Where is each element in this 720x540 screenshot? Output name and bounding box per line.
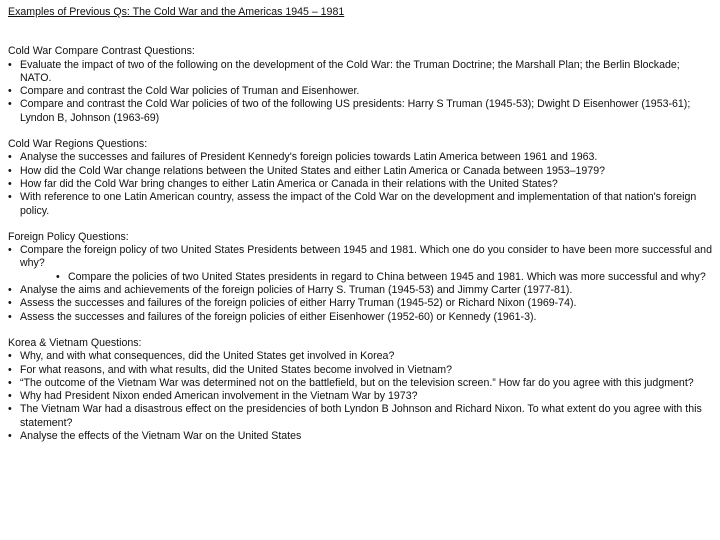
section-heading: Korea & Vietnam Questions: xyxy=(8,336,142,349)
question-item: • Analyse the aims and achievements of the foreign policies of Harry S. Truman (1945-53) and Jimmy Carter (1977-81). xyxy=(8,284,714,297)
question-item: • Analyse the successes and failures of President Kennedy's foreign policies towards Latin America between 1961 and 1963. xyxy=(8,151,714,164)
question-item: • Assess the successes and failures of the foreign policies of either Eisenhower (1952-60) or Kennedy (1961-3). xyxy=(8,311,714,324)
question-list xyxy=(8,151,714,217)
section-foreign-policy xyxy=(8,231,714,324)
question-item: • “The outcome of the Vietnam War was determined not on the battlefield, but on the television screen.” How far do you agree with this judgment? xyxy=(8,377,714,390)
section-heading: Cold War Regions Questions: xyxy=(8,138,148,151)
section-regions xyxy=(8,138,714,218)
question-item: • Analyse the effects of the Vietnam War on the United States xyxy=(8,430,714,443)
section-heading: Foreign Policy Questions: xyxy=(8,230,129,243)
question-item: • Compare and contrast the Cold War policies of Truman and Eisenhower. xyxy=(8,85,714,98)
sub-question-item: • Compare the policies of two United States presidents in regard to China between 1945 and 1981. Which was more successful and why? xyxy=(56,271,714,284)
question-item: • Why, and with what consequences, did the United States get involved in Korea? xyxy=(8,350,714,363)
section-heading: Cold War Compare Contrast Questions: xyxy=(8,45,195,58)
question-item: • For what reasons, and with what results, did the United States become involved in Vietnam? xyxy=(8,364,714,377)
question-item: • How far did the Cold War bring changes to either Latin America or Canada in their relations with the United States? xyxy=(8,178,714,191)
document-page xyxy=(8,6,714,456)
question-item: • Why had President Nixon ended American involvement in the Vietnam War by 1973? xyxy=(8,390,714,403)
question-item: • Assess the successes and failures of the foreign policies of either Harry Truman (1945-52) or Richard Nixon (1969-74). xyxy=(8,297,714,310)
question-item xyxy=(8,244,714,284)
question-item: • Evaluate the impact of two of the following on the development of the Cold War: the Truman Doctrine; the Marshall Plan; the Berlin Blockade; NATO. xyxy=(8,59,714,86)
question-list xyxy=(8,244,714,324)
section-korea-vietnam xyxy=(8,337,714,443)
question-list xyxy=(8,59,714,125)
question-item: • Compare and contrast the Cold War policies of two of the following US presidents: Harry S Truman (1945-53); Dwight D Eisenhower (1953-61); Lyndon B, Johnson (1963-69) xyxy=(8,98,714,125)
sub-question-list xyxy=(20,271,714,284)
section-compare-contrast xyxy=(8,45,714,125)
question-item: • With reference to one Latin American country, assess the impact of the Cold War on the development and implementation of that nation's foreign policy. xyxy=(8,191,714,218)
question-item: • The Vietnam War had a disastrous effect on the presidencies of both Lyndon B Johnson and Richard Nixon. To what extent do you agree with this statement? xyxy=(8,403,714,430)
question-text: Compare the foreign policy of two United States Presidents between 1945 and 1981. Which one do you consider to have been more successful and why? xyxy=(20,244,712,270)
question-item: • How did the Cold War change relations between the United States and either Latin America or Canada between 1953–1979? xyxy=(8,165,714,178)
page-title: Examples of Previous Qs: The Cold War and the Americas 1945 – 1981 xyxy=(8,6,345,18)
question-list xyxy=(8,350,714,443)
